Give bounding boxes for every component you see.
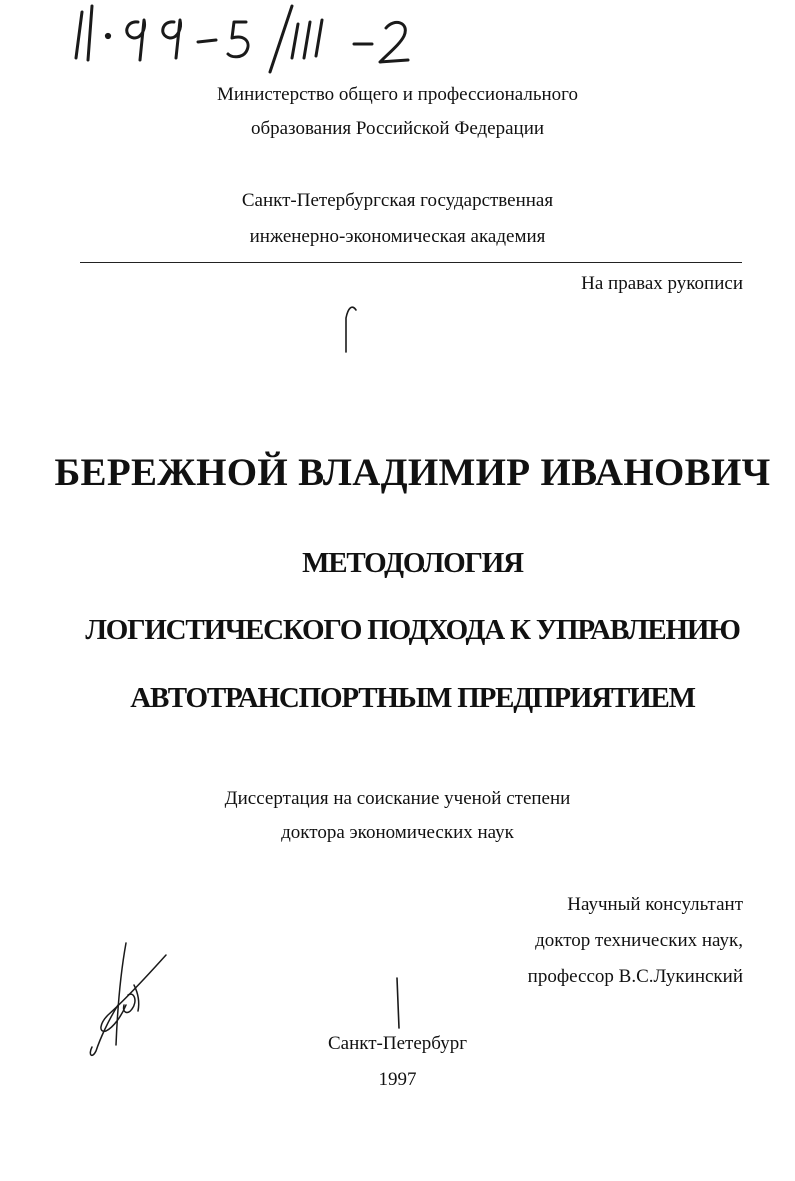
author-name: БЕРЕЖНОЙ ВЛАДИМИР ИВАНОВИЧ xyxy=(54,451,771,494)
title-line-1: МЕТОДОЛОГИЯ xyxy=(302,547,523,579)
ministry-line-1: Министерство общего и профессионального xyxy=(217,84,578,105)
degree-line-1: Диссертация на соискание ученой степени xyxy=(224,788,571,809)
city: Санкт-Петербург xyxy=(327,1033,467,1054)
title-line-3: АВТОТРАНСПОРТНЫМ ПРЕДПРИЯТИЕМ xyxy=(130,682,695,714)
ministry-line-2: образования Российской Федерации xyxy=(250,118,545,139)
manuscript-note: На правах рукописи xyxy=(581,273,743,294)
consultant-name: профессор В.С.Лукинский xyxy=(527,966,743,987)
title-line-2: ЛОГИСТИЧЕСКОГО ПОДХОДА К УПРАВЛЕНИЮ xyxy=(85,614,740,646)
handwritten-registration-number xyxy=(60,0,420,80)
ink-mark xyxy=(338,300,368,360)
degree-line-2: доктора экономических наук xyxy=(281,822,514,843)
academy-line-2: инженерно-экономическая академия xyxy=(249,226,546,247)
consultant-degree: доктор технических наук, xyxy=(535,930,743,951)
academy-line-1: Санкт-Петербургская государственная xyxy=(241,190,554,211)
consultant-label: Научный консультант xyxy=(567,894,743,915)
header-divider xyxy=(80,262,742,263)
ink-stroke xyxy=(392,976,404,1032)
year: 1997 xyxy=(378,1069,417,1090)
